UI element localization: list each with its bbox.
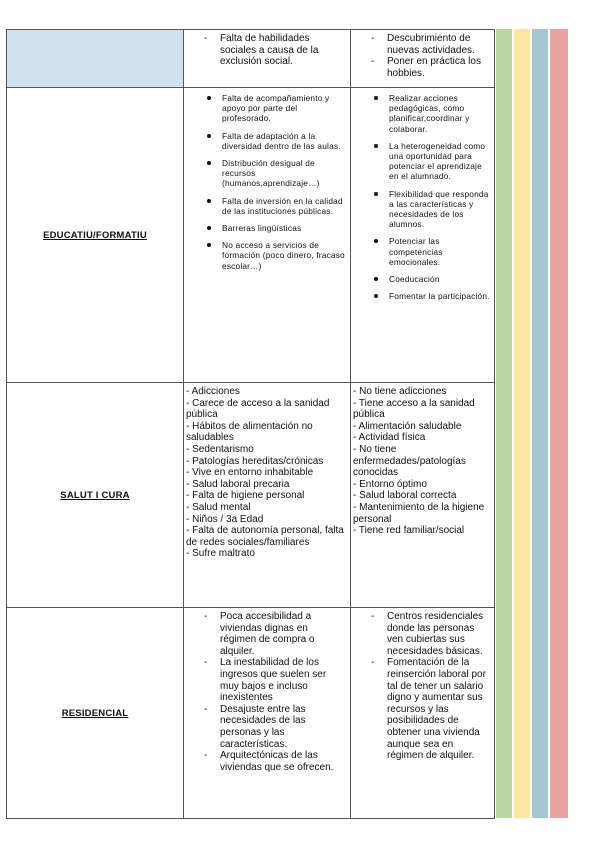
row0-left-list xyxy=(184,33,350,68)
list-item: - Arquitectónicas de las viviendas que se ofrecen. xyxy=(184,750,350,773)
list-item: Falta de acompañamiento y apoyo por parte del profesorado. xyxy=(184,93,350,124)
category-salut-i-cura xyxy=(7,383,184,608)
row2-left-list xyxy=(184,386,350,560)
row3-left-cell xyxy=(184,608,351,819)
list-item: - No tiene enfermedades/patologías conocidas xyxy=(353,443,466,479)
list-item: - Poner en práctica los hobbies. xyxy=(351,56,494,79)
list-item: Potenciar las competencias emocionales. xyxy=(351,236,494,267)
list-item: - Tiene red familiar/social xyxy=(353,525,465,537)
list-item: - Salud laboral correcta xyxy=(353,490,457,502)
list-item: - Adicciones xyxy=(186,386,240,397)
row3-right-list xyxy=(351,611,494,762)
list-item: - Niños / 3a Edad xyxy=(186,513,264,525)
category-label: SALUT I CURA xyxy=(60,489,130,501)
category-cell-empty xyxy=(7,30,184,88)
list-item: - Sedentarismo xyxy=(186,443,254,455)
list-item: Barreras lingüísticas xyxy=(184,223,350,233)
list-item: - Poca accesibilidad a viviendas dignas en régimen de compra o alquiler. xyxy=(184,611,350,657)
list-item: Coeducación xyxy=(351,274,494,284)
row1-right-cell xyxy=(351,88,495,383)
list-item: Flexibilidad que responda a las características y necesidades de los alumnos. xyxy=(351,189,494,230)
list-item: - Vive en entorno inhabitable xyxy=(186,467,314,479)
list-item: - Actividad física xyxy=(353,432,426,444)
list-item: - Desajuste entre las necesidades de las personas y las características. xyxy=(184,704,350,750)
list-item: - Tiene acceso a la sanidad pública xyxy=(353,397,475,421)
list-item: - Falta de higiene personal xyxy=(186,490,305,502)
list-item: - Alimentación saludable xyxy=(353,420,462,432)
row2-left-cell xyxy=(184,383,351,608)
list-item: - Centros residenciales donde las personas ven cubiertas sus necesidades básicas. xyxy=(351,611,494,657)
list-item: No acceso a servicios de formación (poco dinero, fracaso escolar…) xyxy=(184,240,350,271)
row0-right-cell xyxy=(351,30,495,88)
stripe-green xyxy=(496,29,512,818)
needs-table xyxy=(6,29,495,819)
row0-right-list xyxy=(351,33,494,79)
row2-right-list xyxy=(351,386,494,537)
row1-left-cell xyxy=(184,88,351,383)
list-item: Falta de adaptación a la diversidad dentro de las aulas. xyxy=(184,131,350,151)
stripe-yellow xyxy=(514,29,530,818)
list-item: - Sufre maltrato xyxy=(186,548,255,560)
list-item: - Carece de acceso a la sanidad pública xyxy=(186,397,330,421)
category-residencial xyxy=(7,608,184,819)
stripe-teal xyxy=(532,29,548,818)
list-item: Realizar acciones pedagógicas, como planificar,coordinar y colaborar. xyxy=(351,93,494,134)
row3-left-list xyxy=(184,611,350,773)
list-item: - Mantenimiento de la higiene personal xyxy=(353,501,485,525)
list-item: Distribución desigual de recursos (humanos,aprendizaje…) xyxy=(184,158,350,189)
list-item: - Falta de habilidades sociales a causa de la exclusión social. xyxy=(184,33,350,68)
list-item: - La inestabilidad de los ingresos que suelen ser muy bajos e incluso inexistentes xyxy=(184,657,350,703)
stripe-red xyxy=(550,29,568,818)
row1-right-list xyxy=(351,93,494,301)
list-item: La heterogeneidad como una oportunidad para potenciar el aprendizaje en el alumnado. xyxy=(351,141,494,182)
row2-right-cell xyxy=(351,383,495,608)
list-item: - No tiene adicciones xyxy=(353,386,447,397)
list-item: - Salud laboral precaria xyxy=(186,478,290,490)
category-label: RESIDENCIAL xyxy=(61,707,129,719)
category-educatiu xyxy=(7,88,184,383)
list-item: - Descubrimiento de nuevas actividades. xyxy=(351,33,494,56)
list-item: Falta de inversión en la calidad de las instituciones públicas. xyxy=(184,196,350,216)
list-item: - Hábitos de alimentación no saludables xyxy=(186,420,313,444)
list-item: - Patologías hereditas/crónicas xyxy=(186,455,324,467)
list-item: - Entorno óptimo xyxy=(353,478,427,490)
list-item: Fomentar la participación. xyxy=(351,291,494,301)
category-label: EDUCATIU/FORMATIU xyxy=(43,229,147,241)
row1-left-list xyxy=(184,93,350,271)
list-item: - Salud mental xyxy=(186,501,251,513)
list-item: - Falta de autonomía personal, falta de redes sociales/familiares xyxy=(186,525,344,548)
list-item: - Fomentación de la reinserción laboral por tal de tener un salario digno y aumentar sus recursos y las posibilidades de obtener una vivienda aunque sea en régimen de alquiler. xyxy=(351,657,494,761)
row0-left-cell xyxy=(184,30,351,88)
row3-right-cell xyxy=(351,608,495,819)
